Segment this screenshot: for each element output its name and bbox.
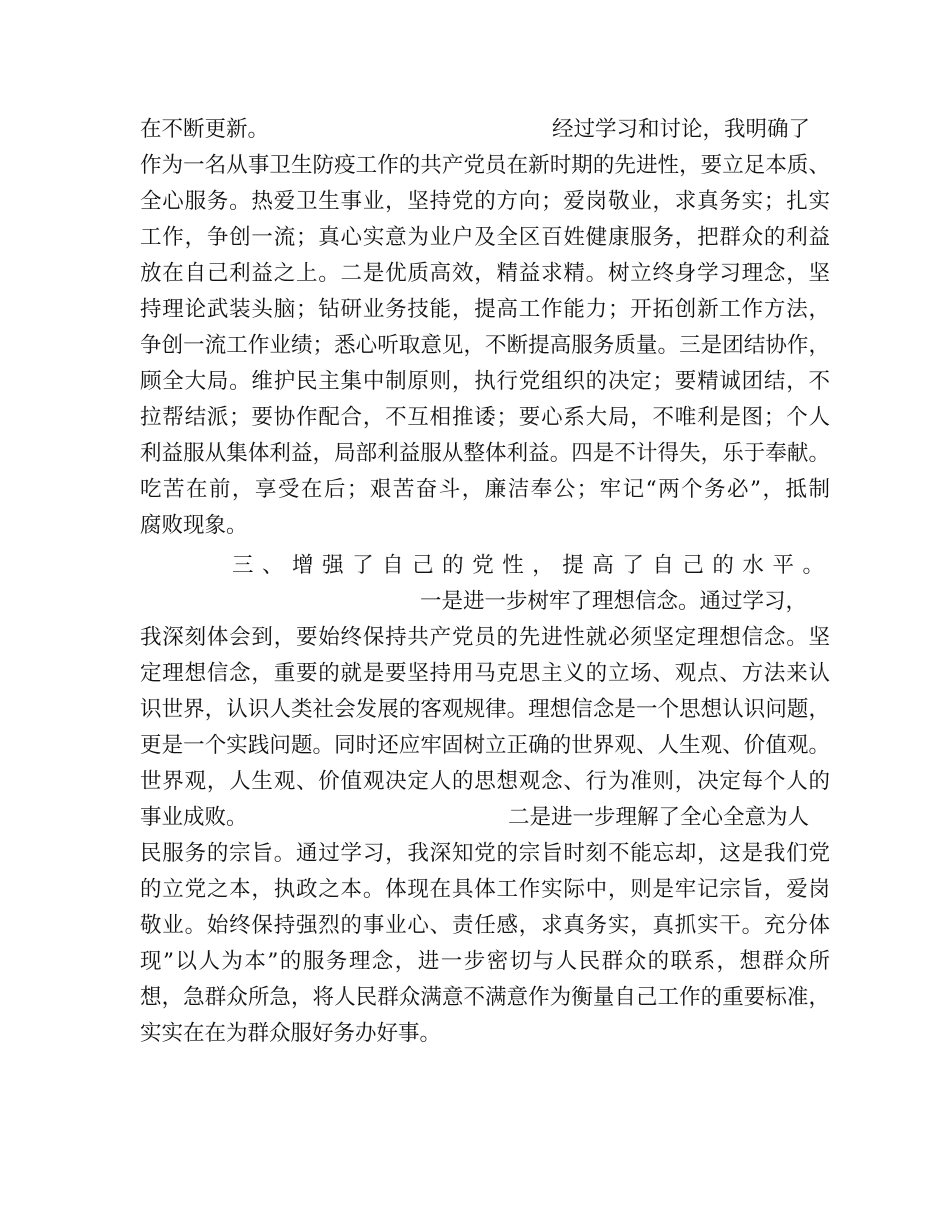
text-line: 想，急群众所急，将人民群众满意不满意作为衡量自己工作的重要标准， <box>140 985 830 1010</box>
text-line: 一是进一步树牢了理想信念。通过学习， <box>420 589 808 614</box>
text-line: 世界观，人生观、价值观决定人的思想观念、行为准则，决定每个人的 <box>140 769 830 794</box>
text-line: 实实在在为群众服好务办好事。 <box>140 1021 442 1046</box>
text-line: 全心服务。热爱卫生事业，坚持党的方向；爱岗敬业，求真务实；扎实 <box>140 189 830 214</box>
text-line: 放在自己利益之上。二是优质高效，精益求精。树立终身学习理念，坚 <box>140 261 830 286</box>
text-line: 识世界，认识人类社会发展的客观规律。理想信念是一个思想认识问题， <box>140 697 830 722</box>
text-line: 腐败现象。 <box>140 513 248 538</box>
text-line: 现”以人为本”的服务理念，进一步密切与人民群众的联系，想群众所 <box>140 949 830 974</box>
text-line: 我深刻体会到，要始终保持共产党员的先进性就必须坚定理想信念。坚 <box>140 625 830 650</box>
text-line: 争创一流工作业绩；悉心听取意见，不断提高服务质量。三是团结协作， <box>140 333 830 358</box>
text-line: 工作，争创一流；真心实意为业户及全区百姓健康服务，把群众的利益 <box>140 225 830 250</box>
section-heading: 三、增强了自己的党性，提高了自己的水平。 <box>232 553 824 578</box>
text-line: 的立党之本，执政之本。体现在具体工作实际中，则是牢记宗旨，爱岗 <box>140 877 830 902</box>
text-line: 持理论武装头脑；钻研业务技能，提高工作能力；开拓创新工作方法， <box>140 297 830 322</box>
text-line: 民服务的宗旨。通过学习，我深知党的宗旨时刻不能忘却，这是我们党 <box>140 841 830 866</box>
text-line: 顾全大局。维护民主集中制原则，执行党组织的决定；要精诚团结，不 <box>140 369 830 394</box>
text-line: 更是一个实践问题。同时还应牢固树立正确的世界观、人生观、价值观。 <box>140 733 830 758</box>
text-segment: 在不断更新。 <box>140 117 270 142</box>
text-line: 利益服从集体利益，局部利益服从整体利益。四是不计得失，乐于奉献。 <box>140 441 830 466</box>
text-line: 吃苦在前，享受在后；艰苦奋斗，廉洁奉公；牢记“两个务必”，抵制 <box>140 477 830 502</box>
text-line: 敬业。始终保持强烈的事业心、责任感，求真务实，真抓实干。充分体 <box>140 913 830 938</box>
text-segment: 二是进一步理解了全心全意为人 <box>508 805 810 830</box>
text-line: 拉帮结派；要协作配合，不互相推诿；要心系大局，不唯利是图；个人 <box>140 405 830 430</box>
text-line <box>140 801 830 835</box>
text-line: 定理想信念，重要的就是要坚持用马克思主义的立场、观点、方法来认 <box>140 661 830 686</box>
text-line <box>140 113 830 147</box>
text-segment: 事业成败。 <box>140 805 248 830</box>
text-line: 作为一名从事卫生防疫工作的共产党员在新时期的先进性，要立足本质、 <box>140 153 830 178</box>
text-segment: 经过学习和讨论，我明确了 <box>552 117 811 142</box>
